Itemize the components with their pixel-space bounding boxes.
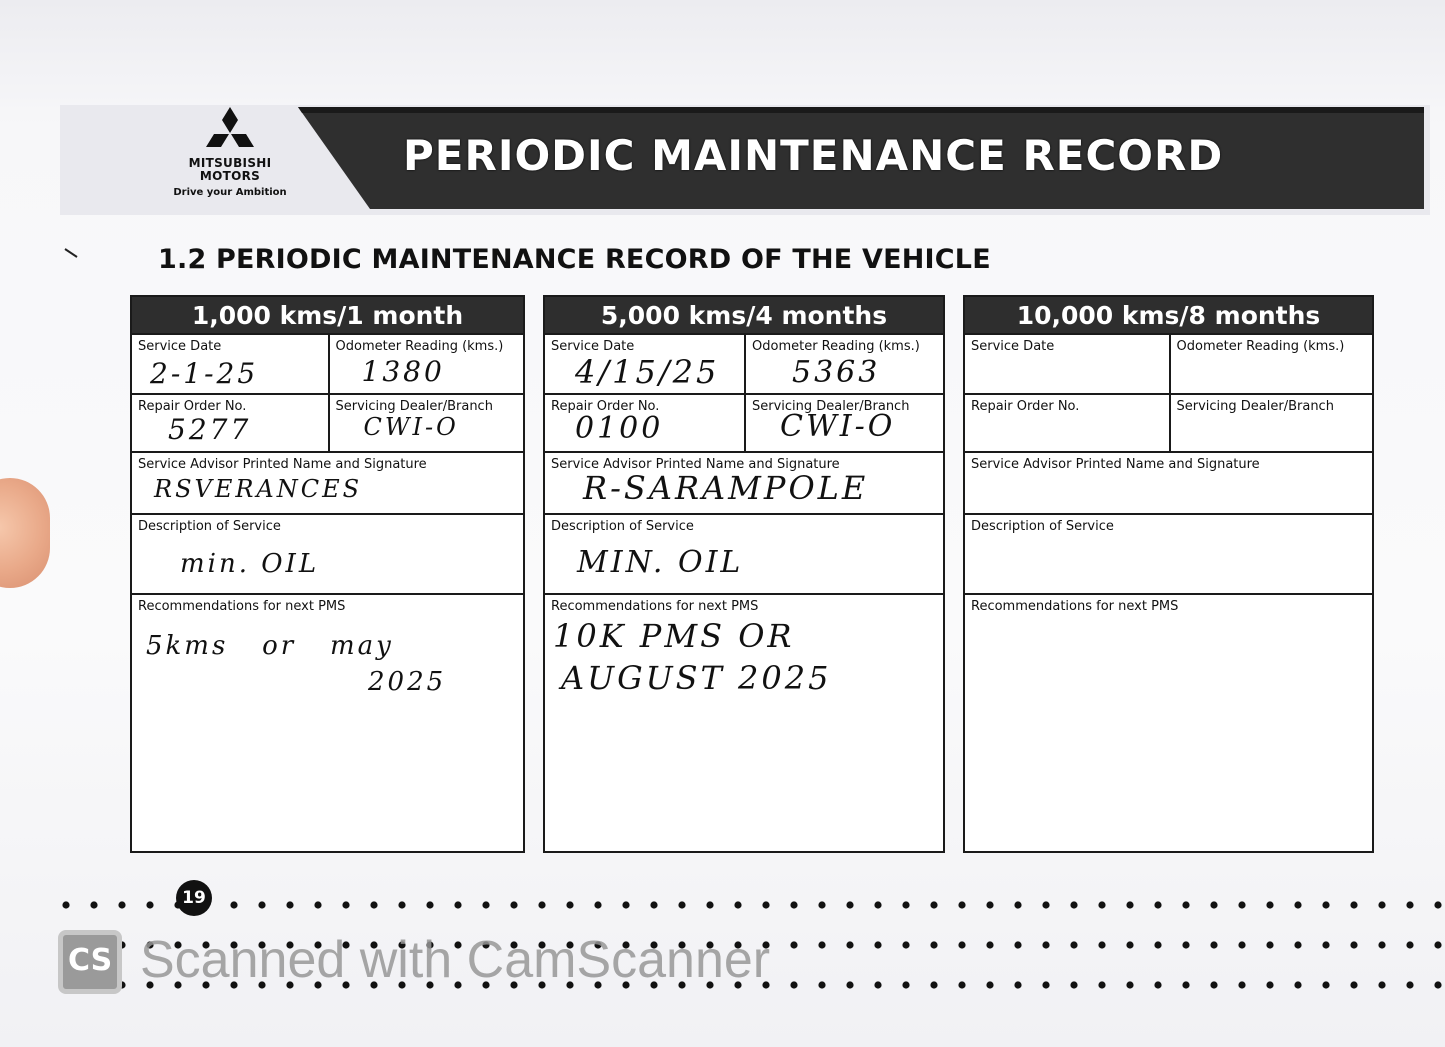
odometer-value: 1380 (361, 355, 445, 388)
odometer-field[interactable] (328, 335, 524, 393)
decorative-dot (650, 901, 657, 908)
decorative-dot (818, 981, 825, 988)
decorative-dot (874, 941, 881, 948)
decorative-dot (1266, 981, 1273, 988)
decorative-dot (482, 901, 489, 908)
decorative-dot (818, 901, 825, 908)
advisor-field[interactable] (132, 453, 523, 513)
decorative-dot (426, 901, 433, 908)
decorative-dot (1042, 901, 1049, 908)
decorative-dot (230, 901, 237, 908)
camscanner-badge-text: CS (68, 943, 113, 978)
repair-order-label: Repair Order No. (551, 399, 660, 414)
stray-mark (64, 248, 78, 258)
advisor-field[interactable] (965, 453, 1372, 513)
decorative-dot (1350, 941, 1357, 948)
decorative-dot (1266, 901, 1273, 908)
advisor-value: RSVERANCES (154, 475, 363, 503)
decorative-dot (1406, 901, 1413, 908)
decorative-dot (1210, 941, 1217, 948)
decorative-dot (902, 981, 909, 988)
description-value: min. OIL (180, 549, 320, 579)
decorative-dot (1182, 901, 1189, 908)
decorative-dot (818, 941, 825, 948)
decorative-dot (90, 901, 97, 908)
decorative-dot (1378, 981, 1385, 988)
repair-order-field[interactable] (132, 395, 328, 451)
decorative-dot (1182, 941, 1189, 948)
row-description (965, 513, 1372, 593)
three-diamond-icon (205, 105, 255, 157)
row-advisor (132, 451, 523, 513)
decorative-dot (1294, 981, 1301, 988)
decorative-dot (958, 901, 965, 908)
decorative-dot (1042, 941, 1049, 948)
decorative-dot (1350, 981, 1357, 988)
decorative-dot (454, 901, 461, 908)
decorative-dot (930, 941, 937, 948)
decorative-dot (1070, 941, 1077, 948)
decorative-dot (1238, 981, 1245, 988)
row-order-dealer (132, 393, 523, 451)
decorative-dot (1154, 901, 1161, 908)
description-field[interactable] (545, 515, 943, 593)
recommendations-field[interactable] (545, 595, 943, 851)
card-header: 10,000 kms/8 months (965, 297, 1372, 333)
decorative-dot (1126, 941, 1133, 948)
decorative-dot (1322, 981, 1329, 988)
decorative-dot (1350, 901, 1357, 908)
decorative-dot (986, 941, 993, 948)
decorative-dot (958, 941, 965, 948)
advisor-value: R-SARAMPOLE (583, 469, 869, 507)
decorative-dot (1294, 901, 1301, 908)
odometer-label: Odometer Reading (kms.) (335, 339, 504, 354)
decorative-dot (1014, 981, 1021, 988)
description-label: Description of Service (138, 519, 281, 534)
odometer-label: Odometer Reading (kms.) (1176, 339, 1345, 354)
service-date-label: Service Date (551, 339, 635, 354)
decorative-dot (1098, 901, 1105, 908)
advisor-field[interactable] (545, 453, 943, 513)
decorative-dot (846, 981, 853, 988)
decorative-dot (1126, 901, 1133, 908)
maintenance-card-10000 (963, 295, 1374, 853)
page-number-badge: 19 (176, 880, 212, 916)
repair-order-field[interactable] (545, 395, 744, 451)
service-date-field[interactable] (965, 335, 1169, 393)
service-date-field[interactable] (132, 335, 328, 393)
dealer-field[interactable] (744, 395, 943, 451)
logo-line-1: MITSUBISHI (188, 156, 272, 170)
description-value: MIN. OIL (577, 545, 744, 580)
odometer-field[interactable] (744, 335, 943, 393)
decorative-dot (1014, 901, 1021, 908)
advisor-label: Service Advisor Printed Name and Signature (138, 457, 427, 472)
decorative-dot (874, 981, 881, 988)
row-order-dealer (965, 393, 1372, 451)
recommendations-label: Recommendations for next PMS (551, 599, 759, 614)
decorative-dot (118, 901, 125, 908)
row-description (132, 513, 523, 593)
decorative-dot (342, 901, 349, 908)
recommendations-line-2: 2025 (368, 667, 447, 697)
recommendations-line-1: 10K PMS OR (553, 617, 795, 655)
advisor-label: Service Advisor Printed Name and Signature (551, 457, 840, 472)
decorative-dot (734, 901, 741, 908)
decorative-dot (1210, 981, 1217, 988)
decorative-dot (146, 901, 153, 908)
decorative-dot (706, 901, 713, 908)
decorative-dot (1294, 941, 1301, 948)
decorative-dot (1378, 901, 1385, 908)
decorative-dot (398, 901, 405, 908)
decorative-dot (258, 901, 265, 908)
title-banner (298, 107, 1424, 209)
dealer-label: Servicing Dealer/Branch (1176, 399, 1334, 414)
section-heading: 1.2 PERIODIC MAINTENANCE RECORD OF THE VEHICLE (158, 244, 991, 275)
card-header: 5,000 kms/4 months (545, 297, 943, 333)
camscanner-logo-icon (58, 930, 122, 994)
row-order-dealer (545, 393, 943, 451)
decorative-dot (1434, 901, 1441, 908)
decorative-dot (1378, 941, 1385, 948)
maintenance-card-1000 (130, 295, 525, 853)
decorative-dot (1322, 941, 1329, 948)
decorative-dot (678, 901, 685, 908)
mitsubishi-logo (160, 105, 300, 215)
decorative-dot (846, 941, 853, 948)
decorative-dot (1210, 901, 1217, 908)
decorative-dot (1238, 941, 1245, 948)
description-label: Description of Service (971, 519, 1114, 534)
decorative-dot (986, 901, 993, 908)
repair-order-label: Repair Order No. (971, 399, 1080, 414)
decorative-dot (790, 981, 797, 988)
row-date-odometer (965, 333, 1372, 393)
recommendations-line-2: AUGUST 2025 (561, 659, 832, 697)
decorative-dot (1098, 981, 1105, 988)
odometer-label: Odometer Reading (kms.) (752, 339, 920, 354)
row-advisor (965, 451, 1372, 513)
decorative-dot (1154, 981, 1161, 988)
decorative-dot (1406, 941, 1413, 948)
decorative-dot (62, 901, 69, 908)
decorative-dot (1070, 981, 1077, 988)
description-field[interactable] (132, 515, 523, 593)
service-date-label: Service Date (971, 339, 1055, 354)
decorative-dot (566, 901, 573, 908)
decorative-dot (762, 901, 769, 908)
row-advisor (545, 451, 943, 513)
decorative-dot (986, 981, 993, 988)
dealer-field[interactable] (328, 395, 524, 451)
decorative-dot (1322, 901, 1329, 908)
repair-order-field[interactable] (965, 395, 1169, 451)
row-date-odometer (132, 333, 523, 393)
decorative-dot (1098, 941, 1105, 948)
recommendations-field[interactable] (965, 595, 1372, 851)
decorative-dot (958, 981, 965, 988)
decorative-dot (902, 941, 909, 948)
decorative-dot (1042, 981, 1049, 988)
dealer-label: Servicing Dealer/Branch (752, 399, 910, 414)
dealer-value: CWI-O (780, 409, 896, 444)
description-label: Description of Service (551, 519, 694, 534)
dealer-field[interactable] (1169, 395, 1373, 451)
decorative-dot (1434, 941, 1441, 948)
decorative-dot (1070, 901, 1077, 908)
decorative-dot (510, 901, 517, 908)
decorative-dot (538, 901, 545, 908)
repair-order-value: 5277 (168, 413, 252, 446)
decorative-dot (622, 901, 629, 908)
service-date-field[interactable] (545, 335, 744, 393)
row-recommendations (965, 593, 1372, 851)
decorative-dot (1126, 981, 1133, 988)
row-recommendations (545, 593, 943, 851)
decorative-dot (370, 901, 377, 908)
decorative-dot (1182, 981, 1189, 988)
recommendations-field[interactable] (132, 595, 523, 851)
service-date-value: 2-1-25 (150, 357, 259, 390)
camscanner-watermark: Scanned with CamScanner (140, 931, 771, 989)
decorative-dot (594, 901, 601, 908)
dealer-label: Servicing Dealer/Branch (335, 399, 493, 414)
decorative-dot (902, 901, 909, 908)
service-date-label: Service Date (138, 339, 222, 354)
maintenance-card-5000 (543, 295, 945, 853)
decorative-dot (314, 901, 321, 908)
decorative-dot (286, 901, 293, 908)
decorative-dot (846, 901, 853, 908)
decorative-dot (1154, 941, 1161, 948)
odometer-value: 5363 (792, 355, 881, 390)
dealer-value: CWI-O (363, 413, 459, 441)
decorative-dot (790, 941, 797, 948)
row-description (545, 513, 943, 593)
repair-order-value: 0100 (575, 411, 664, 446)
decorative-dot (1238, 901, 1245, 908)
decorative-dot (1406, 981, 1413, 988)
banner-title: PERIODIC MAINTENANCE RECORD (403, 131, 1224, 180)
decorative-dot (1434, 981, 1441, 988)
decorative-dot (874, 901, 881, 908)
row-date-odometer (545, 333, 943, 393)
description-field[interactable] (965, 515, 1372, 593)
advisor-label: Service Advisor Printed Name and Signature (971, 457, 1260, 472)
decorative-dot (790, 901, 797, 908)
decorative-dot (1266, 941, 1273, 948)
service-date-value: 4/15/25 (575, 353, 720, 391)
recommendations-label: Recommendations for next PMS (138, 599, 346, 614)
decorative-dot (1014, 941, 1021, 948)
decorative-dot (930, 981, 937, 988)
logo-tagline: Drive your Ambition (173, 187, 287, 198)
row-recommendations (132, 593, 523, 851)
card-header: 1,000 kms/1 month (132, 297, 523, 333)
recommendations-line-1: 5kms or may (146, 631, 394, 661)
recommendations-label: Recommendations for next PMS (971, 599, 1179, 614)
logo-line-2: MOTORS (199, 169, 261, 183)
repair-order-label: Repair Order No. (138, 399, 247, 414)
odometer-field[interactable] (1169, 335, 1373, 393)
decorative-dot (930, 901, 937, 908)
